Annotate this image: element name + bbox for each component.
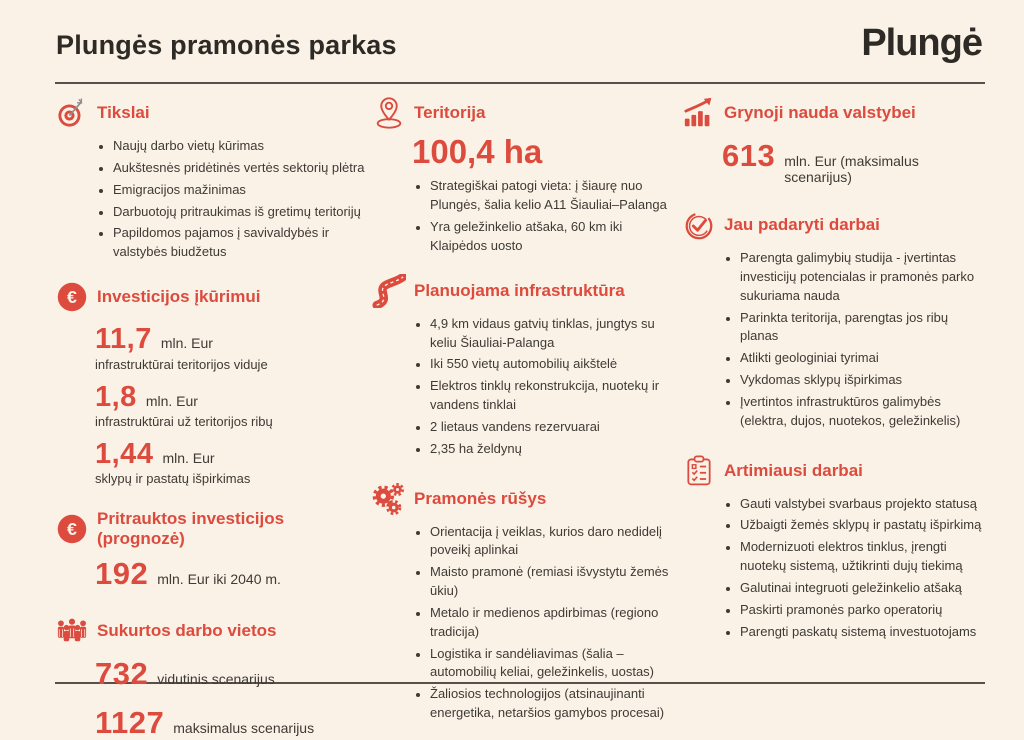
plunge-logo: Plungė — [861, 22, 982, 64]
header-divider — [55, 82, 985, 84]
padaryti-list — [682, 249, 984, 431]
workers-icon — [55, 614, 89, 648]
section-pritrauktos-investicijos — [55, 509, 367, 591]
column-middle — [372, 96, 678, 726]
list-item: • Modernizuoti elektros tinklus, įrengti nuotekų sistemą, užtikrinti dujų tiekimą — [740, 538, 984, 576]
stat-value: 732 — [95, 656, 149, 692]
stat-unit: mln. Eur (maksimalus scenarijus) — [784, 153, 919, 185]
section-jau-padaryti-darbai — [682, 208, 984, 431]
section-title: Grynoji nauda valstybei — [724, 103, 916, 123]
location-pin-icon — [372, 96, 406, 130]
stat-value: 1,8 — [95, 380, 137, 413]
section-grynoji-nauda — [682, 96, 984, 185]
page-title: Plungės pramonės parkas — [56, 30, 397, 60]
section-title: Investicijos įkūrimui — [97, 287, 261, 307]
list-item: • Naujų darbo vietų kūrimas — [113, 137, 367, 156]
list-item: • Atlikti geologiniai tyrimai — [740, 349, 984, 368]
list-item: • Darbuotojų pritraukimas iš gretimų teritorijų — [113, 203, 367, 222]
list-item: • 4,9 km vidaus gatvių tinklas, jungtys su keliu Šiauliai-Palanga — [430, 315, 678, 353]
list-item: • 2,35 ha želdynų — [430, 440, 678, 459]
svg-text:€: € — [67, 287, 77, 308]
stat-caption: sklypų ir pastatų išpirkimas — [95, 471, 251, 487]
list-item: • Užbaigti žemės sklypų ir pastatų išpirkimą — [740, 516, 984, 535]
check-circle-icon — [682, 208, 716, 242]
list-item: • Metalo ir medienos apdirbimas (regiono tradicija) — [430, 604, 678, 642]
stat-block — [95, 558, 367, 591]
stat-unit: vidutinis scenarijus — [157, 671, 275, 688]
list-item: • Aukštesnės pridėtinės vertės sektorių plėtra — [113, 159, 367, 178]
svg-text:€: € — [67, 519, 77, 540]
list-item: • Parengta galimybių studija - įvertintas investicijų potencialas ir pramonės parko sukuriama nauda — [740, 249, 984, 306]
road-icon — [372, 274, 406, 308]
stat-value: 11,7 — [95, 323, 152, 356]
list-item: • Maisto pramonė (remiasi išvystytu žemės ūkiu) — [430, 563, 678, 601]
stat-block — [722, 140, 984, 185]
section-planuojama-infrastruktura — [372, 274, 678, 459]
infrastruktura-list — [372, 315, 678, 459]
list-item: • Strategiškai patogi vieta: į šiaurę nuo Plungės, šalia kelio A11 Šiauliai–Palanga — [430, 177, 678, 215]
stat-unit: mln. Eur iki 2040 m. — [157, 571, 281, 588]
list-item: • Orientacija į veiklas, kurios daro nedidelį poveikį aplinkai — [430, 523, 678, 561]
list-item: • Parengti paskatų sistemą investuotojams — [740, 623, 984, 642]
artimiausi-list — [682, 495, 984, 642]
column-left — [55, 96, 367, 739]
list-item: • Parinkta teritorija, parengtas jos ribų planas — [740, 309, 984, 347]
list-item: • Papildomos pajamos į savivaldybės ir valstybės biudžetus — [113, 224, 367, 262]
list-item: • Yra geležinkelio atšaka, 60 km iki Klaipėdos uosto — [430, 218, 678, 256]
stat-unit: mln. Eur — [162, 449, 215, 466]
list-item: • Įvertintos infrastruktūros galimybės (elektra, dujos, nuotekos, geležinkelis) — [740, 393, 984, 431]
stat-unit: mln. Eur — [145, 392, 198, 409]
clipboard-checklist-icon — [682, 454, 716, 488]
section-pramones-rusys — [372, 482, 678, 723]
section-artimiausi-darbai — [682, 454, 984, 642]
section-tikslai — [55, 96, 367, 262]
section-title: Pramonės rūšys — [414, 488, 547, 508]
stat-block — [95, 439, 367, 486]
area-value: 100,4 ha — [412, 133, 543, 170]
section-sukurtos-darbo-vietos — [55, 614, 367, 739]
stat-caption: infrastruktūrai teritorijos viduje — [95, 356, 268, 372]
list-item: • 2 lietaus vandens rezervuarai — [430, 418, 678, 437]
section-title: Artimiausi darbai — [724, 460, 863, 480]
list-item: • Vykdomas sklypų išpirkimas — [740, 371, 984, 390]
teritorija-list — [372, 177, 678, 255]
stat-value: 1,44 — [95, 437, 154, 470]
tikslai-list — [55, 137, 367, 262]
target-icon — [55, 96, 89, 130]
stat-value: 1127 — [95, 704, 165, 740]
list-item: • Elektros tinklų rekonstrukcija, nuotekų ir vandens tinklai — [430, 377, 678, 415]
section-investicijos-ikurimui — [55, 280, 367, 486]
section-title: Planuojama infrastruktūra — [414, 280, 625, 300]
bar-chart-growth-icon — [682, 96, 716, 130]
euro-circle-icon — [55, 280, 89, 314]
list-item: • Logistika ir sandėliavimas (šalia – automobilių keliai, geležinkelis, uostas) — [430, 645, 678, 683]
section-title: Sukurtos darbo vietos — [97, 621, 277, 641]
stat-caption: infrastruktūrai už teritorijos ribų — [95, 413, 273, 429]
euro-circle-icon — [55, 512, 89, 546]
list-item: • Emigracijos mažinimas — [113, 181, 367, 200]
stat-block — [95, 324, 367, 371]
section-teritorija — [372, 96, 678, 256]
gears-icon — [372, 482, 406, 516]
stat-unit: mln. Eur — [160, 335, 213, 352]
list-item: • Paskirti pramonės parko operatorių — [740, 601, 984, 620]
list-item: • Iki 550 vietų automobilių aikštelė — [430, 355, 678, 374]
section-title: Jau padaryti darbai — [724, 215, 880, 235]
section-title: Pritrauktos investicijos (prognozė) — [97, 509, 285, 548]
stat-value: 192 — [95, 556, 149, 592]
list-item: • Galutinai integruoti geležinkelio atšaką — [740, 579, 984, 598]
stat-block — [95, 658, 367, 691]
section-title: Tikslai — [97, 103, 150, 123]
column-right — [682, 96, 984, 645]
stat-value: 613 — [722, 138, 776, 173]
stat-block — [95, 704, 367, 740]
list-item: • Gauti valstybei svarbaus projekto statusą — [740, 495, 984, 514]
list-item: • Žaliosios technologijos (atsinaujinanti energetika, netaršios gamybos procesai) — [430, 685, 678, 723]
stat-block — [95, 382, 367, 429]
stat-unit: maksimalus scenarijus — [173, 719, 315, 736]
rusys-list — [372, 523, 678, 723]
section-title: Teritorija — [414, 103, 486, 123]
